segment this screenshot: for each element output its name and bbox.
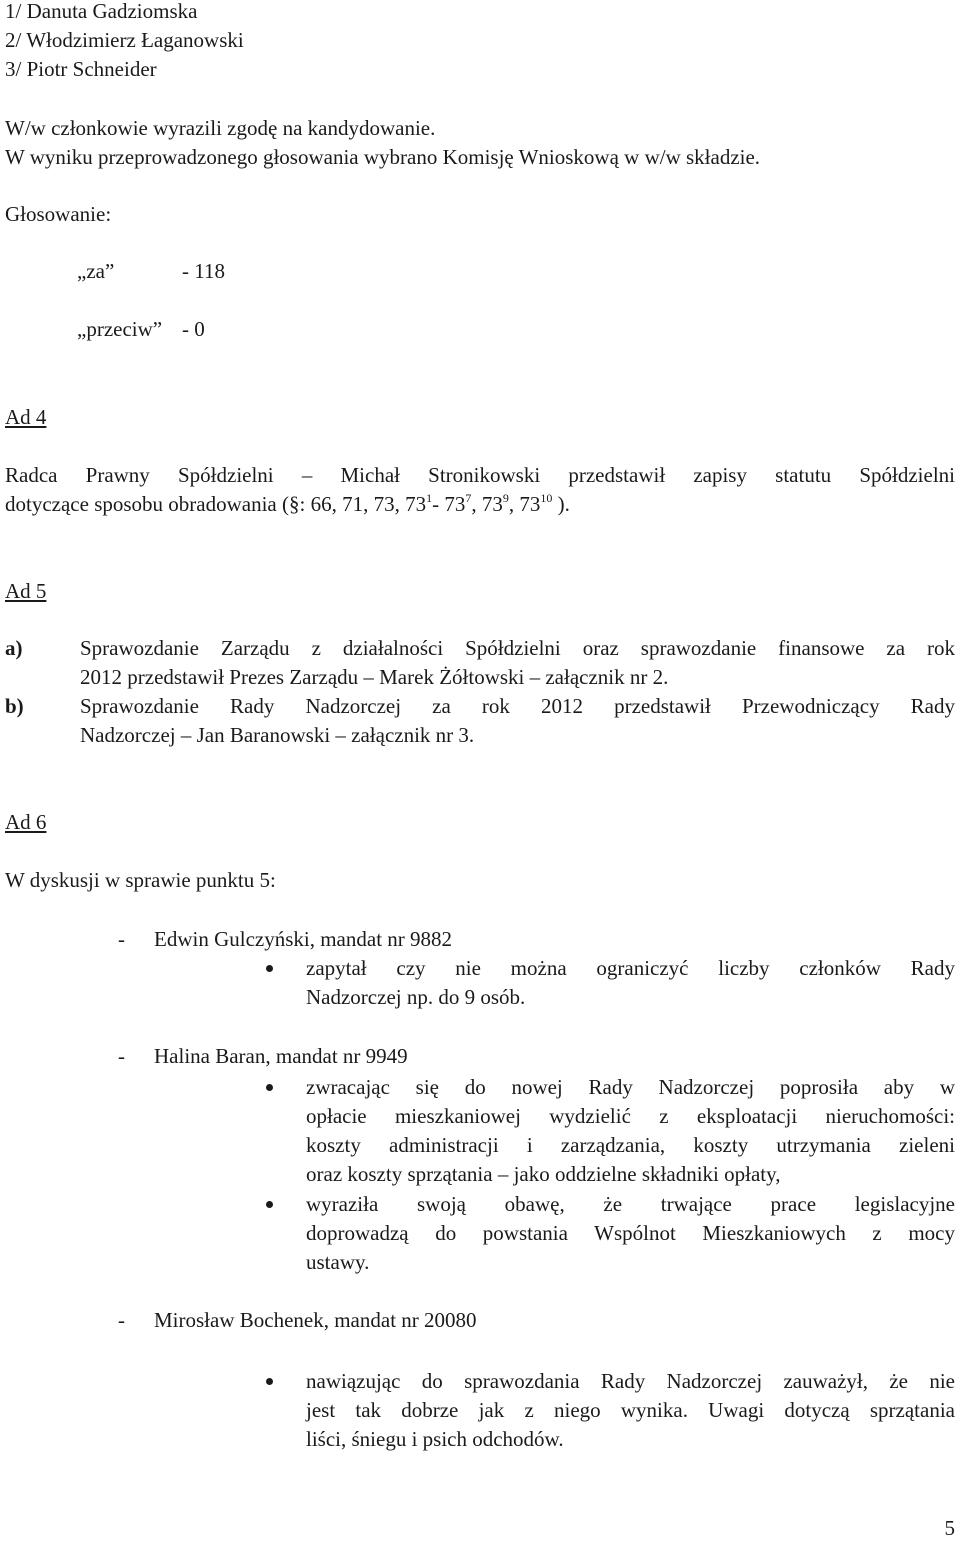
page-number: 5 [944,1516,955,1540]
speaker-name: Mirosław Bochenek, mandat nr 20080 [154,1308,477,1332]
item-label: a) [5,636,23,660]
speaker-name: Halina Baran, mandat nr 9949 [154,1044,408,1068]
speaker-2: - Halina Baran, mandat nr 9949 [118,1044,408,1068]
speaker-3: - Mirosław Bochenek, mandat nr 20080 [118,1308,477,1332]
bullet-icon [266,1084,273,1091]
item-line: Sprawozdanie Rady Nadzorczej za rok 2012 przedstawił Przewodniczący Rady [80,694,955,718]
member-3: 3/ Piotr Schneider [5,57,157,81]
speaker-1: - Edwin Gulczyński, mandat nr 9882 [118,927,453,951]
ad4-text-line-2: dotyczące sposobu obradowania (§: 66, 71, 73, $73^1-$ $73^7$, $73^9$, $73^{10}$ ). [5,491,570,516]
result-line: W wyniku przeprowadzonego głosowania wybrano Komisję Wnioskową w w/w składzie. [5,145,761,169]
item-line: Nadzorczej – Jan Baranowski – załącznik nr 3. [80,723,475,747]
item-label: b) [5,694,24,718]
member-2: 2/ Włodzimierz Łaganowski [5,28,244,52]
item-line: Sprawozdanie Zarządu z działalności Spółdzielni oraz sprawozdanie finansowe za rok [80,636,955,660]
item-line: 2012 przedstawił Prezes Zarządu – Marek Żółtowski – załącznik nr 2. [80,665,669,689]
ad6-intro: W dyskusji w sprawie punktu 5: [5,868,276,892]
member-1: 1/ Danuta Gadziomska [5,0,198,23]
bullet-icon [266,965,273,972]
vote-against-label: „przeciw” [77,317,163,341]
bullet-icon [266,1201,273,1208]
consent-line: W/w członkowie wyrazili zgodę na kandydowanie. [5,116,436,140]
ad6-heading: Ad 6 [5,810,47,834]
vote-for-label: „za” [77,259,115,283]
ad5-heading: Ad 5 [5,579,47,603]
voting-title: Głosowanie: [5,202,112,226]
vote-for-value: - 118 [182,259,225,283]
speaker-name: Edwin Gulczyński, mandat nr 9882 [154,927,453,951]
bullet-icon [266,1378,273,1385]
ad4-text-line-1: Radca Prawny Spółdzielni – Michał Stronikowski przedstawił zapisy statutu Spółdzielni [5,463,955,487]
vote-against-value: - 0 [182,317,205,341]
ad4-heading: Ad 4 [5,405,47,429]
